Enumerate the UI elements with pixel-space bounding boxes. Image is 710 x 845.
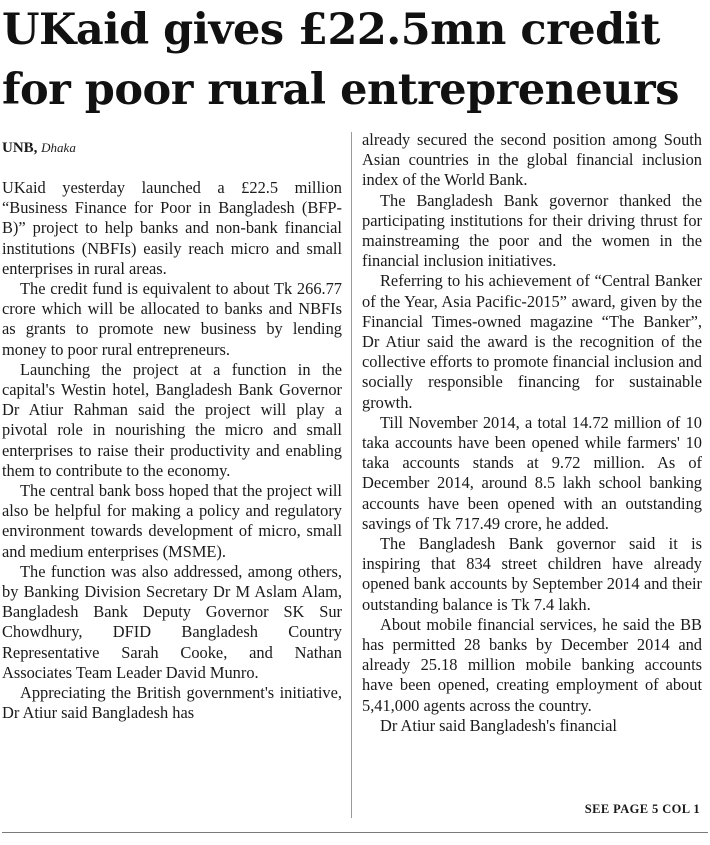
bottom-rule [2,832,708,833]
paragraph: The credit fund is equivalent to about Tk 266.77 crore which will be allocated to banks and NBFIs as grants to promote new business by lending money to poor rural entrepreneurs. [2,279,342,359]
byline-agency: UNB, [2,140,38,156]
paragraph: Till November 2014, a total 14.72 million of 10 taka accounts have been opened while farmers' 10 taka accounts stands at 9.72 million. As of December 2014, around 8.5 lakh school banking accounts have been opened with an outstanding savings of Tk 717.49 crore, he added. [362,412,702,533]
headline [2,0,708,120]
headline-line-1: UKaid gives £22.5mn credit [2,5,660,55]
headline-line-2: for poor rural entrepreneurs [2,65,679,115]
paragraph: About mobile financial services, he said the BB has permitted 28 banks by December 2014 and already 25.18 million mobile banking accounts have been opened, creating employment of about 5,41,000 agents across the country. [362,614,702,715]
byline [2,139,76,157]
article-column-right [362,130,702,736]
paragraph: Appreciating the British government's initiative, Dr Atiur said Bangladesh has [2,683,342,723]
paragraph: The Bangladesh Bank governor thanked the participating institutions for their driving thrust for mainstreaming the poor and the women in the financial inclusion initiatives. [362,190,702,271]
paragraph: Dr Atiur said Bangladesh's financial [380,715,617,735]
paragraph: UKaid yesterday launched a £22.5 million “Business Finance for Poor in Bangladesh (BFP-B)” project to help banks and non-bank financial institutions (NBFIs) easily reach micro and small enterprises in rural areas. [2,178,342,278]
article-column-left [2,178,342,723]
paragraph: The Bangladesh Bank governor said it is inspiring that 834 street children have already opened bank accounts by September 2014 and their outstanding balance is Tk 7.4 lakh. [362,534,702,614]
paragraph: The function was also addressed, among others, by Banking Division Secretary Dr M Aslam Alam, Bangladesh Bank Deputy Governor SK Sur Chowdhury, DFID Bangladesh Country Representative Sarah Cooke, and Nathan Associates Team Leader David Munro. [2,561,342,682]
continued-on-page: SEE PAGE 5 COL 1 [584,802,700,816]
paragraph: The central bank boss hoped that the project will also be helpful for making a policy and regulatory environment towards development of micro, small and medium enterprises (MSME). [2,481,342,561]
column-divider [351,132,352,818]
paragraph: Launching the project at a function in the capital's Westin hotel, Bangladesh Bank Governor Dr Atiur Rahman said the project will play a pivotal role in nourishing the micro and small enterprises to raise their productivity and enabling them to contribute to the economy. [2,359,342,480]
paragraph: already secured the second position among South Asian countries in the global financial inclusion index of the World Bank. [362,130,702,190]
paragraph: Referring to his achievement of “Central Banker of the Year, Asia Pacific-2015” award, given by the Financial Times-owned magazine “The Banker”, Dr Atiur said the award is the recognition of the collective efforts to promote financial inclusion and socially responsible financing for sustainable growth. [362,271,702,412]
byline-city: Dhaka [41,140,76,155]
